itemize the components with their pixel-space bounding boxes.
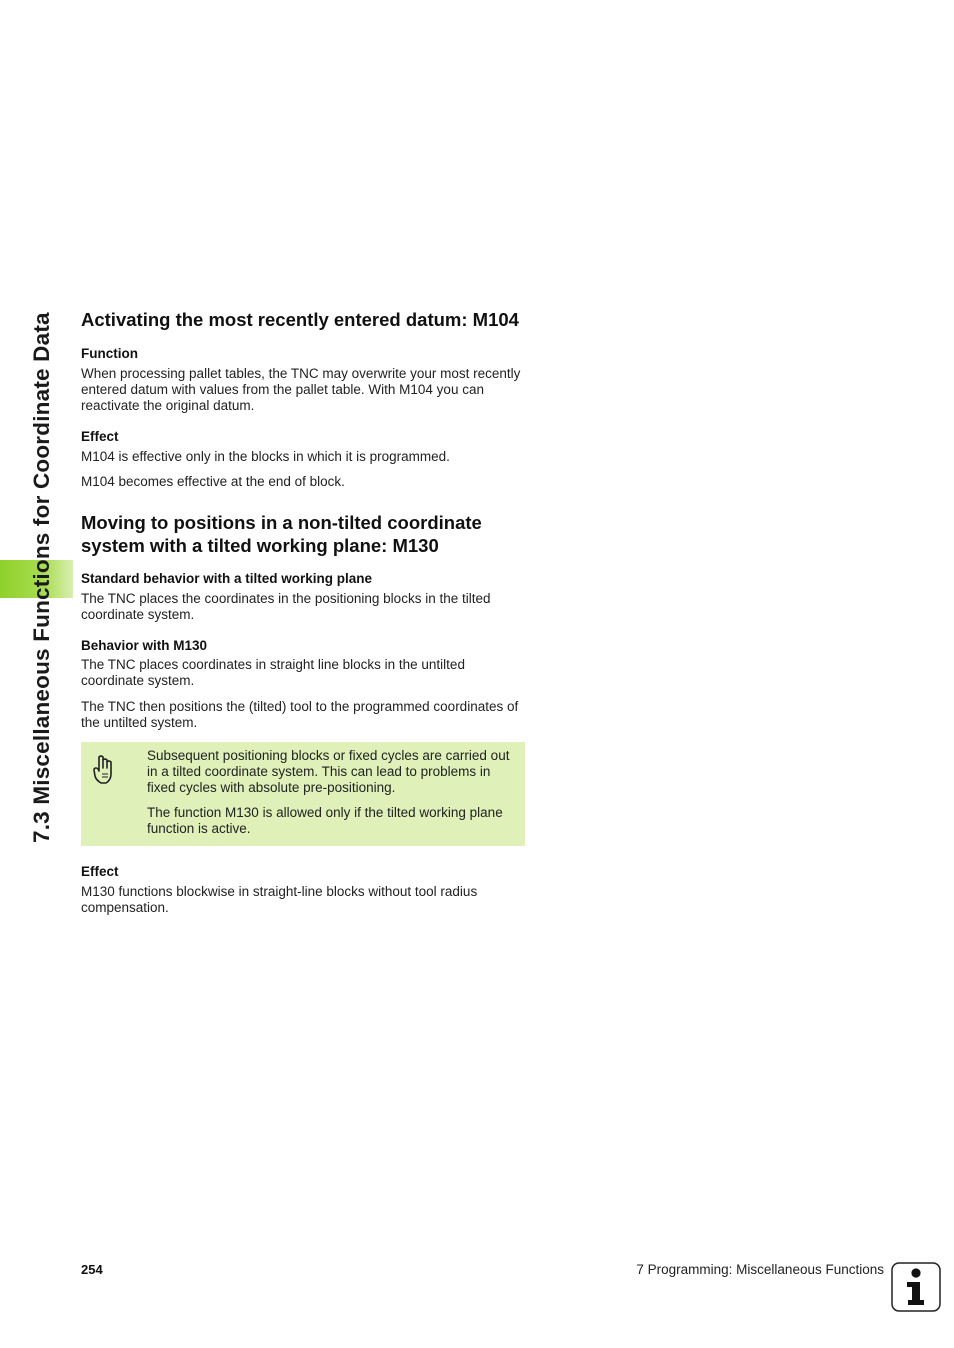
paragraph-standard-behavior: The TNC places the coordinates in the positioning blocks in the tilted coordinate system. — [81, 591, 491, 622]
page-number: 254 — [81, 1262, 103, 1277]
pointing-hand-icon — [91, 754, 115, 786]
subheading-behavior-m130: Behavior with M130 — [81, 638, 208, 653]
paragraph-effect-m104-1: M104 is effective only in the blocks in which it is programmed. — [81, 449, 450, 464]
note-text-2: The function M130 is allowed only if the tilted working plane function is active. — [147, 805, 503, 836]
paragraph-behavior-m130-1: The TNC places coordinates in straight line blocks in the untilted coordinate system. — [81, 657, 465, 688]
chapter-side-title: 7.3 Miscellaneous Functions for Coordinate Data — [29, 312, 54, 843]
paragraph-effect-m104-2: M104 becomes effective at the end of block. — [81, 474, 345, 489]
subheading-effect-m130: Effect — [81, 864, 119, 879]
subheading-function: Function — [81, 346, 138, 361]
subheading-standard-behavior: Standard behavior with a tilted working plane — [81, 571, 373, 586]
info-icon — [891, 1262, 941, 1312]
paragraph-function: When processing pallet tables, the TNC may overwrite your most recently entered datum with values from the pallet table. With M104 you can reactivate the original datum. — [81, 366, 521, 413]
paragraph-behavior-m130-2: The TNC then positions the (tilted) tool to the programmed coordinates of the untilted system. — [81, 699, 519, 730]
subheading-effect-m104: Effect — [81, 429, 119, 444]
chapter-footer-title: 7 Programming: Miscellaneous Functions — [636, 1262, 884, 1277]
section-heading-m130: Moving to positions in a non-tilted coordinate system with a tilted working plane: M130 — [81, 512, 482, 556]
note-box — [81, 742, 525, 846]
page-content — [81, 308, 525, 916]
note-text-1: Subsequent positioning blocks or fixed cycles are carried out in a tilted coordinate system. This can lead to problems in fixed cycles with absolute pre-positioning. — [147, 748, 510, 795]
paragraph-effect-m130: M130 functions blockwise in straight-line blocks without tool radius compensation. — [81, 884, 478, 915]
section-heading-m104: Activating the most recently entered datum: M104 — [81, 309, 519, 330]
